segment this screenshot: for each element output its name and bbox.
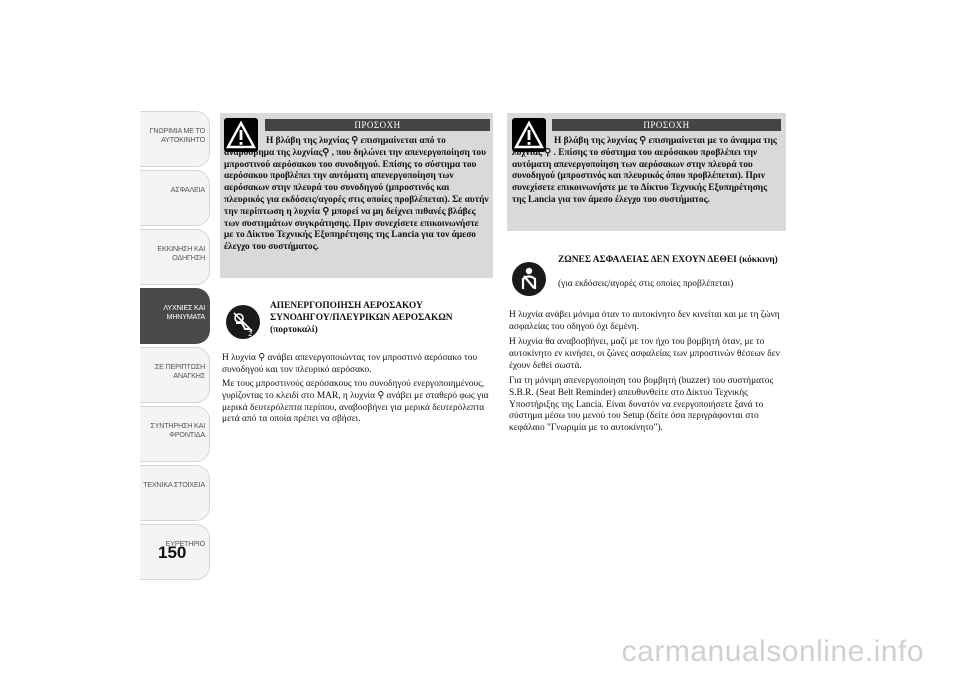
warning-heading-right: ΠΡΟΣΟΧΗ xyxy=(552,119,781,131)
paragraph: Η λυχνία ⚲ ανάβει απενεργοποιώντας τον μπροστινό αερόσακο του συνοδηγού και τον πλευρικό αερόσακο. xyxy=(222,353,478,375)
tab-label: ΕΚΚΙΝΗΣΗ ΚΑΙ ΟΔΗΓΗΣΗ xyxy=(157,244,205,262)
tab-emergency[interactable] xyxy=(140,347,210,403)
tab-label: ΤΕΧΝΙΚΑ ΣΤΟΙΧΕΙΑ xyxy=(143,480,205,489)
watermark: carmanualsonline.info xyxy=(621,635,924,668)
airbag-off-icon xyxy=(226,305,260,339)
warning-text-left: Η βλάβη της λυχνίας ⚲ επισημαίνεται από το αναβόσβημα της λυχνίας⚲ , που δηλώνει την απενεργοποίηση του μπροστινού αερόσακου του συνοδηγού. Επίσης το σύστημα του αερόσακου προβλέπει την αυτόματη απενεργοποίηση των αερόσακων στην πλευρά του συνοδηγού (μπροστινός και πλευρικός για εκδόσεις/αγορές στις οποίες προβλέπεται). Σε αυτήν την περίπτωση η λυχνία ⚲ μπορεί να μη δείχνει πιθανές βλάβες των συστημάτων συγκράτησης. Πριν συνεχίσετε επικοινωνήστε με το Δίκτυο Τεχνικής Εξυπηρέτησης της Lancia για τον άμεσο έλεγχο του συστήματος. xyxy=(224,136,489,253)
paragraph: Για τη μόνιμη απενεργοποίηση του βομβητή (buzzer) του συστήματος S.B.R. (Seat Belt Reminder) απευθυνθείτε στο Δίκτυο Τεχνικής Υποστήριξης της Lancia. Είναι δυνατόν να ενεργοποιήσετε ξανά το σύστημα μέσω του μενού του Setup (δείτε όσα περιγράφονται στο κεφάλαιο "Γνωριμία με το αυτοκίνητο"). xyxy=(509,376,774,434)
tab-label: ΛΥΧΝΙΕΣ ΚΑΙ ΜΗΝΥΜΑΤΑ xyxy=(163,303,205,321)
warning-heading-left: ΠΡΟΣΟΧΗ xyxy=(265,119,490,131)
tab-label: ΓΝΩΡΙΜΙΑ ΜΕ ΤΟ ΑΥΤΟΚΙΝΗΤΟ xyxy=(149,126,205,144)
paragraph: Με τους μπροστινούς αερόσακους του συνοδηγού ενεργοποιημένους, γυρίζοντας το κλειδί στο MAR, η λυχνία ⚲ ανάβει με σταθερό φως για μερικά δευτερόλεπτα περίπου, αναβοσβήνει για μερικά δευτερόλεπτα μετά από τα οποία πρέπει να σβήσει. xyxy=(222,379,489,425)
section-title-airbag-deactivation: ΑΠΕΝΕΡΓΟΠΟΙΗΣΗ ΑΕΡΟΣΑΚΟΥ ΣΥΝΟΔΗΓΟΥ/ΠΛΕΥΡΙΚΩΝ ΑΕΡΟΣΑΚΩΝ (πορτοκαλί) xyxy=(270,301,453,335)
tab-label: ΣΥΝΤΗΡΗΣΗ ΚΑΙ ΦΡΟΝΤΙΔΑ xyxy=(150,421,205,439)
tab-maintenance[interactable] xyxy=(140,406,210,462)
tab-safety[interactable] xyxy=(140,170,210,226)
tab-label: ΣΕ ΠΕΡΙΠΤΩΣΗ ΑΝΑΓΚΗΣ xyxy=(154,362,205,380)
seat-belt-icon xyxy=(512,262,546,296)
paragraph: Η λυχνία θα αναβοσβήνει, μαζί με τον ήχο του βομβητή όταν, με το αυτοκίνητο εν κινήσει, οι ζώνες ασφαλείας των μπροστινών θέσεων δεν έχουν δεθεί σωστά. xyxy=(509,337,780,371)
section-title-seat-belts: ΖΩΝΕΣ ΑΣΦΑΛΕΙΑΣ ΔΕΝ ΕΧΟΥΝ ΔΕΘΕΙ (κόκκινη) xyxy=(558,255,778,265)
section-subtitle: (για εκδόσεις/αγορές στις οποίες προβλέπεται) xyxy=(558,279,734,289)
tab-starting-driving[interactable] xyxy=(140,229,210,285)
tab-label: ΕΥΡΕΤΗΡΙΟ xyxy=(165,539,205,548)
warning-text-right: Η βλάβη της λυχνίας ⚲ επισημαίνεται με το άναμμα της λυχνίας ⚲ . Επίσης το σύστημα του αερόσακου προβλέπει την αυτόματη απενεργοποίηση των αερόσακων στην πλευρά του συνοδηγού (μπροστινός και πλευρικός όπου προβλέπεται). Πριν συνεχίσετε επικοινωνήστε με το Δίκτυο Τεχνικής Εξυπηρέτησης της Lancia για τον άμεσο έλεγχο του συστήματος. xyxy=(512,136,777,205)
tab-warning-lights[interactable] xyxy=(140,288,210,344)
chapter-sidebar xyxy=(140,111,210,583)
tab-technical-data[interactable] xyxy=(140,465,210,521)
tab-label: ΑΣΦΑΛΕΙΑ xyxy=(170,185,205,194)
tab-getting-to-know[interactable] xyxy=(140,111,210,167)
svg-text:2: 2 xyxy=(248,330,253,338)
page-number: 150 xyxy=(158,543,187,562)
paragraph: Η λυχνία ανάβει μόνιμα όταν το αυτοκίνητο δεν κινείται και με τη ζώνη ασφαλείας του οδηγού όχι δεμένη. xyxy=(509,310,780,332)
